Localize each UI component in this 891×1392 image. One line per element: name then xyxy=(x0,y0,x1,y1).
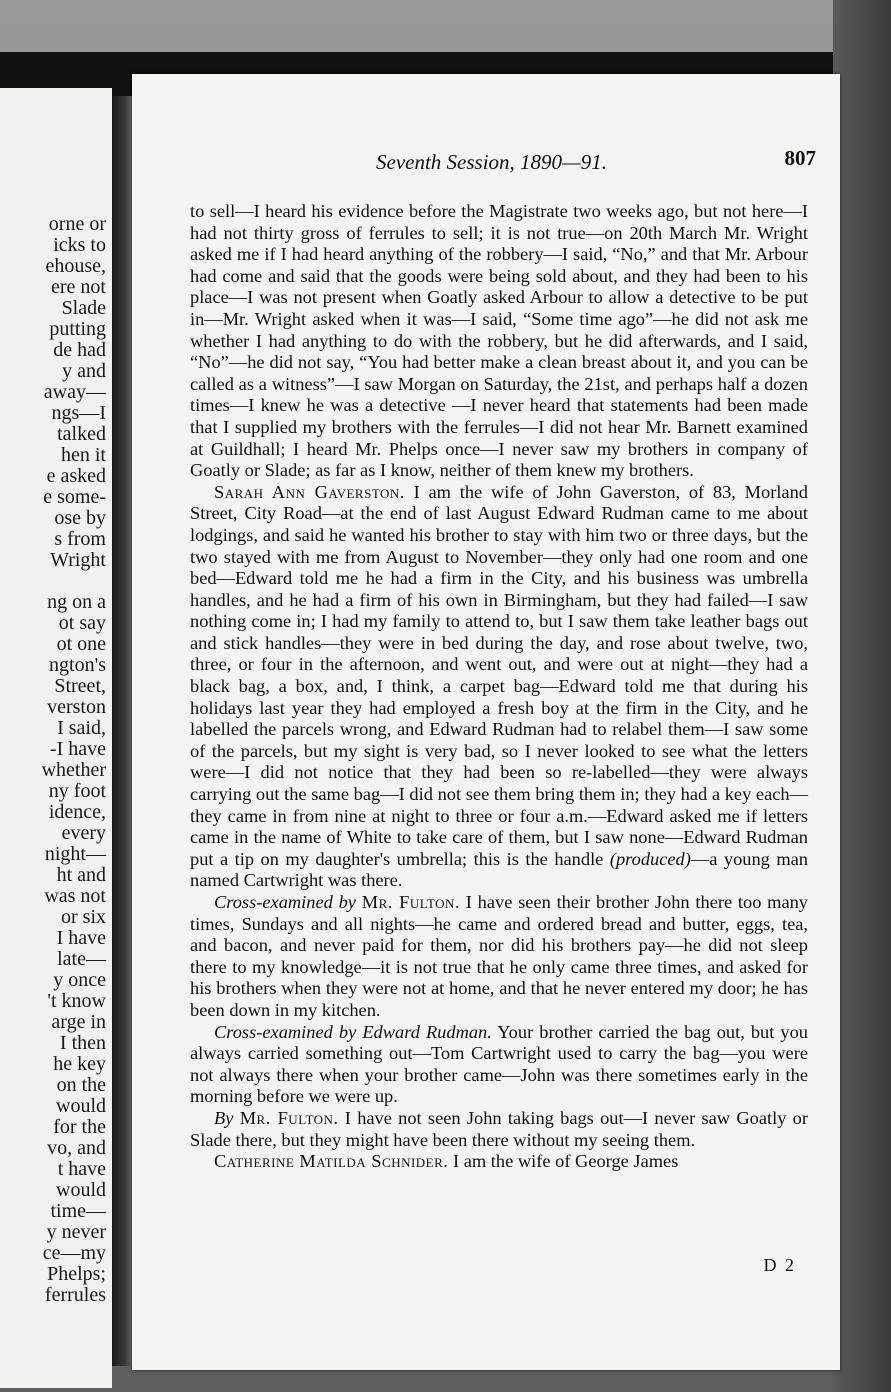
paragraph-cross-rudman xyxy=(190,1022,808,1108)
left-page-line: s from xyxy=(54,528,106,550)
left-page-text-column xyxy=(2,214,106,1306)
left-page-line: e some- xyxy=(43,486,106,508)
left-page-line: y and xyxy=(62,360,106,382)
left-page-line: late— xyxy=(57,948,106,970)
left-page-line: or six xyxy=(61,906,106,928)
left-page-line: de had xyxy=(53,339,106,361)
left-page-line: y once xyxy=(53,969,106,991)
left-page-line: icks to xyxy=(53,234,106,256)
left-page-line: 't know xyxy=(47,990,106,1012)
running-title: Seventh Session, 1890—91. xyxy=(376,150,607,174)
left-page-line: was not xyxy=(44,885,106,907)
left-page-line: ce—my xyxy=(42,1242,106,1264)
left-page-line: I then xyxy=(59,1032,106,1054)
left-page-line: ehouse, xyxy=(45,255,106,277)
left-page-line: Street, xyxy=(54,675,106,697)
left-page-line: time— xyxy=(50,1200,106,1222)
paragraph-tail: —a young man named Cartwright was there. xyxy=(190,848,809,891)
main-page xyxy=(132,74,840,1370)
left-page-line: I said, xyxy=(57,717,106,739)
left-page-line xyxy=(2,571,106,592)
cross-examined-label: Cross-examined by Edward Rudman. xyxy=(214,1021,492,1042)
paragraph-continued xyxy=(190,201,808,482)
left-page-line: would xyxy=(56,1095,106,1117)
page-number: 807 xyxy=(784,146,816,170)
body-text xyxy=(190,201,808,1173)
left-page-line: ferrules xyxy=(44,1284,106,1306)
right-shadow xyxy=(833,0,891,1392)
left-page-line: night— xyxy=(44,843,106,865)
left-page-line: I have xyxy=(56,927,106,949)
left-page-line: ngton's xyxy=(49,654,106,676)
left-page-line: Wright xyxy=(50,549,106,571)
left-page-line: ot say xyxy=(58,612,106,634)
left-page-line: hen it xyxy=(61,444,106,466)
witness-name: Catherine Matilda Schnider. xyxy=(214,1151,449,1172)
left-page-line: ose by xyxy=(54,507,106,529)
page-header xyxy=(132,146,840,180)
left-page-line: t have xyxy=(57,1158,106,1180)
left-page-line: for the xyxy=(53,1116,106,1138)
left-page-line: e asked xyxy=(46,465,106,487)
left-page-line: on the xyxy=(56,1074,106,1096)
signature-mark: D 2 xyxy=(763,1255,796,1275)
counsel-name: Mr. Fulton. xyxy=(361,892,461,912)
left-page-line: ot one xyxy=(56,633,106,655)
left-page-line: Slade xyxy=(61,297,106,319)
left-page-line: orne or xyxy=(48,213,106,235)
left-page-line: every xyxy=(61,822,106,844)
left-page-line: Phelps; xyxy=(47,1263,106,1285)
paragraph-by-fulton xyxy=(190,1108,808,1151)
left-page-line: whether xyxy=(41,759,106,781)
paragraph-schnider xyxy=(190,1151,808,1173)
left-page-line: ngs—I xyxy=(51,402,106,424)
left-page-line: putting xyxy=(49,318,106,340)
cross-examined-label: Cross-examined by xyxy=(214,892,356,912)
left-page-line: he key xyxy=(53,1053,106,1075)
left-page-line: idence, xyxy=(48,801,106,823)
witness-name: Sarah Ann Gaverston. xyxy=(214,481,405,502)
left-page-line: arge in xyxy=(51,1011,106,1033)
by-label: By xyxy=(214,1107,234,1128)
paragraph-text: I have seen their brother John there too many times, Sundays and all nights—he came and ordered bread and butter, eggs, tea, and bacon, and never paid for them, nor did his brothers pay—he did not sleep there to my knowledge—it is not true that he only came three times, and asked for his brothers when they were not at home, and that he never entered my door; he has been down in my kitchen. xyxy=(190,892,809,1020)
left-page-line: y never xyxy=(46,1221,106,1243)
paragraph-text: I have not seen John taking bags out—I never saw Goatly or Slade there, but they might have been there without my seeing them. xyxy=(190,1107,808,1150)
produced-note: (produced) xyxy=(609,848,691,869)
left-page-line: ht and xyxy=(56,864,106,886)
left-page-line: -I have xyxy=(49,738,106,760)
paragraph-text: I am the wife of George James xyxy=(448,1151,679,1172)
paragraph-gaverston xyxy=(190,482,808,892)
paragraph-cross-fulton xyxy=(190,892,808,1022)
paragraph-text: to sell—I heard his evidence before the Magistrate two weeks ago, but not here—I had not thirty gross of ferrules to sell; it is not true—on 20th March Mr. Wright asked me if I had heard anything of the robbery—I said, “No,” and that Mr. Arbour had come and said that the goods were being sold about, and they had been to his place—I was not present when Goatly asked Arbour to allow a detective to be put in—Mr. Wright asked when it was—I said, “Some time ago”—he did not ask me whether I had anything to do with the robbery, but he did afterwards, and I said, “No”—he did not say, “You had better make a clean breast about it, and you can be called as a witness”—I saw Morgan on Saturday, the 21st, and perhaps half a dozen times—I knew he was a detective —I never heard that statements had been made that I supplied my brothers with the ferrules—I did not hear Mr. Barnett examined at Guildhall; I heard Mr. Phelps once—I never saw my brothers in company of Goatly or Slade; as far as I know, neither of them knew my brothers. xyxy=(190,201,808,481)
left-page-line: talked xyxy=(57,423,106,445)
left-page-line: ny foot xyxy=(48,780,106,802)
counsel-name: Mr. Fulton. xyxy=(239,1107,339,1128)
left-page-line: ere not xyxy=(51,276,106,298)
left-page-line: vo, and xyxy=(47,1137,106,1159)
left-page-line: away— xyxy=(43,381,106,403)
left-facing-page xyxy=(0,88,112,1388)
book-gutter xyxy=(112,96,134,1366)
left-page-line: verston xyxy=(47,696,106,718)
paragraph-text: I am the wife of John Gaverston, of 83, Morland Street, City Road—at the end of last August Edward Rudman came to me about lodgings, and said he wanted his brother to stay with him two or three days, but the two stayed with me from August to November—they only had one room and one bed—Edward told me he had a firm in the City, and his business was umbrella handles, and he had a firm of his own in Birmingham, but they had failed—I saw nothing come in; I had my family to attend to, but I saw them take leather bags out and stick handles—they were in bed during the day, and rose about twelve, two, three, or four in the afternoon, and went out, and were out at night—they had a black bag, a box, and, I think, a carpet bag—Edward told me that during his holidays last year they had employed a fresh boy at the firm in the City, and he labelled the parcels wrong, and Edward Rudman had to relabel them—I saw some of the parcels, but my sight is very bad, so I never looked to see what the letters were—I did not notice that they had been so re-labelled—they were always carrying out the same bag—I did not see them bring them in; they had a key each—they came in from nine at night to three or four a.m.—Edward asked me if letters came in the name of White to take care of them, but I saw none—Edward Rudman put a tip on my daughter's umbrella; this is the handle xyxy=(190,481,808,869)
left-page-line: would xyxy=(56,1179,106,1201)
left-page-line: ng on a xyxy=(47,591,106,613)
paragraph-text: Your brother carried the bag out, but you always carried something out—Tom Cartwright used to carry the bag—you were not always there when your brother came—John was there sometimes early in the morning before we were up. xyxy=(190,1021,809,1107)
